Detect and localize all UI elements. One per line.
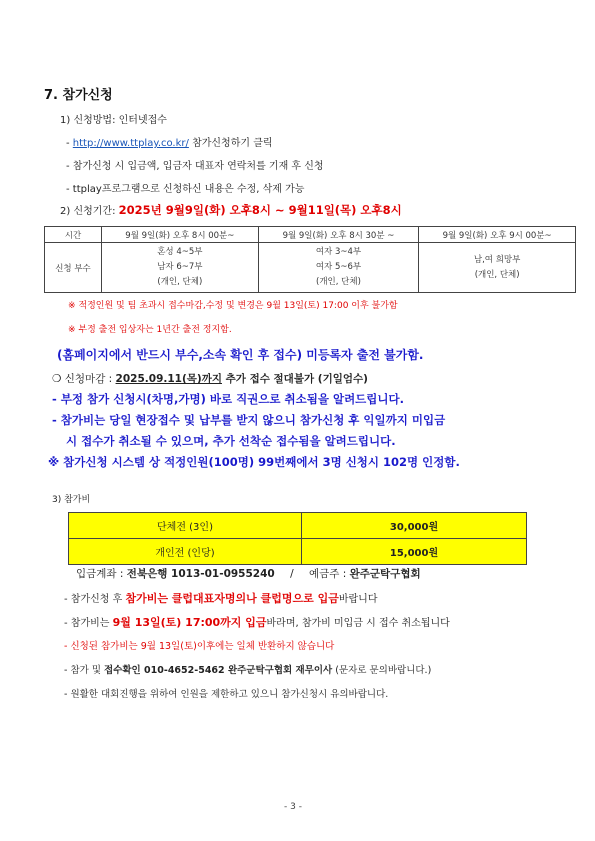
fee-value: 15,000원 — [302, 539, 527, 565]
fee-table — [68, 512, 527, 565]
account-value: 전북은행 1013-01-0955240 — [126, 568, 275, 580]
rule-5: - 원활한 대회진행을 위하여 인원을 제한하고 있으니 참가신청시 유의바랍니다. — [64, 689, 389, 700]
schedule-header-cell: 9월 9일(화) 오후 8시 00분~ — [102, 227, 259, 243]
schedule-cell-line: (개인, 단체) — [157, 277, 203, 287]
schedule-cell-1 — [102, 243, 259, 293]
schedule-table — [44, 226, 576, 293]
note-capacity: ※ 적정인원 및 팀 초과시 접수마감,수정 및 변경은 9월 13일(토) 17:00 이후 불가함 — [68, 301, 398, 311]
schedule-header-cell: 9월 9일(화) 오후 9시 00분~ — [419, 227, 576, 243]
schedule-cell-line: 남자 6~7부 — [157, 262, 203, 272]
account-line — [76, 566, 421, 581]
rule-4-post: (문자로 문의바랍니다.) — [332, 665, 432, 676]
note-fraud: - 부정 참가 신청시(차명,가명) 바로 직권으로 취소됨을 알려드립니다. — [52, 392, 404, 406]
dash: - — [66, 184, 70, 195]
period-label: 2) 신청기간: — [60, 206, 119, 217]
fee-row — [69, 539, 527, 565]
rule-4 — [64, 662, 431, 676]
rule-1-pre: - 참가신청 후 — [64, 594, 126, 605]
note-penalty: ※ 부정 출전 입상자는 1년간 출전 정지함. — [68, 325, 232, 335]
schedule-header-row — [45, 227, 576, 243]
holder-value: 완주군탁구협회 — [349, 568, 421, 580]
schedule-header-cell: 시간 — [45, 227, 102, 243]
account-separator: / — [290, 568, 294, 580]
deadline-line — [52, 371, 368, 386]
method-line-3-text: ttplay프로그램으로 신청하신 내용은 수정, 삭제 가능 — [72, 184, 305, 195]
schedule-row — [45, 243, 576, 293]
schedule-cell-line: (개인, 단체) — [316, 277, 361, 287]
dash: - — [66, 138, 70, 149]
deadline-rest: 추가 접수 절대불가 (기일엄수) — [222, 373, 368, 385]
method-line-1-text: 참가신청하기 클릭 — [188, 138, 273, 149]
deadline-date: 2025.09.11(목)까지 — [115, 373, 222, 385]
schedule-cell-line: 여자 5~6부 — [315, 262, 362, 272]
period-line — [60, 202, 402, 218]
schedule-cell-line: 혼성 4~5부 — [157, 247, 203, 257]
method-line-3 — [66, 180, 304, 195]
rule-1-emphasis: 참가비는 클럽대표자명의나 클럽명으로 입금 — [125, 592, 339, 605]
rule-4-pre: - 참가 및 — [64, 665, 105, 676]
rule-2-post: 바라며, 참가비 미입금 시 접수 취소됩니다 — [266, 618, 450, 629]
section-title: 7. 참가신청 — [44, 88, 113, 103]
schedule-header-cell: 9월 9일(화) 오후 8시 30분 ~ — [258, 227, 419, 243]
period-value: 2025년 9월9일(화) 오후8시 ~ 9월11일(목) 오후8시 — [118, 203, 402, 217]
note-fee-1: - 참가비는 당일 현장접수 및 납부를 받지 않으니 참가신청 후 익일까지 미입금 — [52, 413, 446, 427]
account-label: 입금계좌 : — [76, 568, 127, 580]
fee-label: 단체전 (3인) — [69, 513, 302, 539]
schedule-cell-line: 여자 3~4부 — [315, 247, 362, 257]
rule-2 — [64, 614, 450, 630]
bullet-icon: ❍ — [52, 373, 62, 385]
schedule-cell-line: 남,여 희망부 — [473, 254, 521, 265]
method-line-1 — [66, 134, 273, 149]
rule-2-pre: - 참가비는 — [64, 618, 113, 629]
deadline-label: 신청마감 : — [61, 373, 116, 385]
schedule-cell-2 — [258, 243, 419, 293]
note-fee-2: 시 접수가 취소될 수 있으며, 추가 선착순 접수됨을 알려드립니다. — [66, 434, 396, 448]
schedule-cell-3 — [419, 243, 576, 293]
rule-4-emphasis: 접수확인 010-4652-5462 완주군탁구협회 재무이사 — [104, 665, 333, 676]
note-homepage: (홈페이지에서 반드시 부수,소속 확인 후 접수) 미등록자 출전 불가함. — [57, 348, 424, 362]
rule-2-emphasis: 9월 13일(토) 17:00까지 입금 — [112, 616, 267, 629]
note-system: ※ 참가신청 시스템 상 적정인원(100명) 99번째에서 3명 신청시 102명 인정함. — [48, 455, 460, 469]
page-number: - 3 - — [284, 802, 302, 812]
method-line-2-text: 참가신청 시 입금액, 입금자 대표자 연락처를 기재 후 신청 — [72, 161, 324, 172]
ttplay-link[interactable]: http://www.ttplay.co.kr/ — [72, 138, 189, 149]
holder-label: 예금주 : — [308, 568, 350, 580]
fee-row — [69, 513, 527, 539]
rule-1-post: 바랍니다 — [338, 594, 378, 605]
rule-3: - 신청된 참가비는 9월 13일(토)이후에는 일체 반환하지 않습니다 — [64, 641, 335, 652]
schedule-row-label: 신청 부수 — [45, 243, 102, 293]
fee-heading: 3) 참가비 — [52, 495, 91, 505]
schedule-cell-line: (개인, 단체) — [474, 269, 520, 280]
dash: - — [66, 161, 70, 172]
method-line-2 — [66, 157, 324, 172]
method-heading: 1) 신청방법: 인터넷접수 — [60, 115, 167, 126]
fee-label: 개인전 (인당) — [69, 539, 302, 565]
rule-1 — [64, 590, 377, 606]
fee-value: 30,000원 — [302, 513, 527, 539]
